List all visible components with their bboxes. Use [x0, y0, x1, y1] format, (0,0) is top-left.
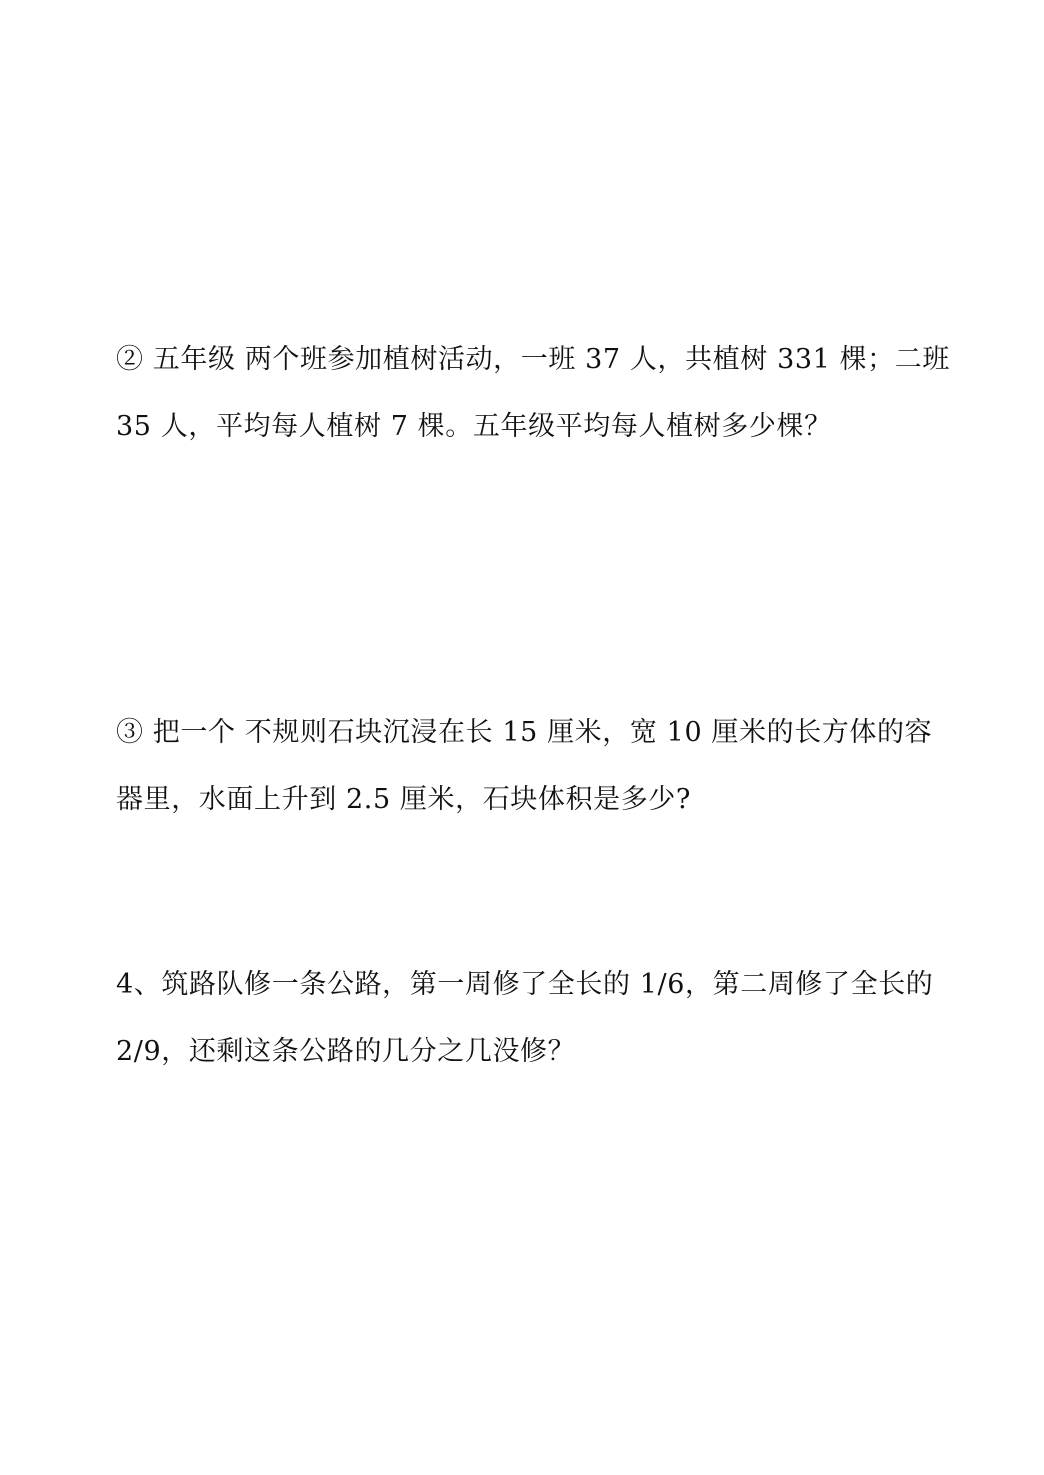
- problem-2-line-1: ② 五年级 两个班参加植树活动，一班 37 人，共植树 331 棵；二班: [116, 344, 950, 375]
- problem-3-line-1: ③ 把一个 不规则石块沉浸在长 15 厘米，宽 10 厘米的长方体的容: [116, 717, 933, 748]
- word-problem-4: [116, 970, 936, 1067]
- problem-3-line-2: 器里，水面上升到 2.5 厘米，石块体积是多少?: [116, 784, 691, 815]
- problem-4-line-1: 4、筑路队修一条公路，第一周修了全长的 1/6，第二周修了全长的: [116, 969, 934, 1000]
- word-problem-3: [116, 718, 936, 815]
- problem-4-line-2: 2/9，还剩这条公路的几分之几没修？: [116, 1036, 576, 1067]
- problem-2-line-2: 35 人，平均每人植树 7 棵。五年级平均每人植树多少棵？: [116, 411, 832, 442]
- word-problem-2: [116, 344, 950, 442]
